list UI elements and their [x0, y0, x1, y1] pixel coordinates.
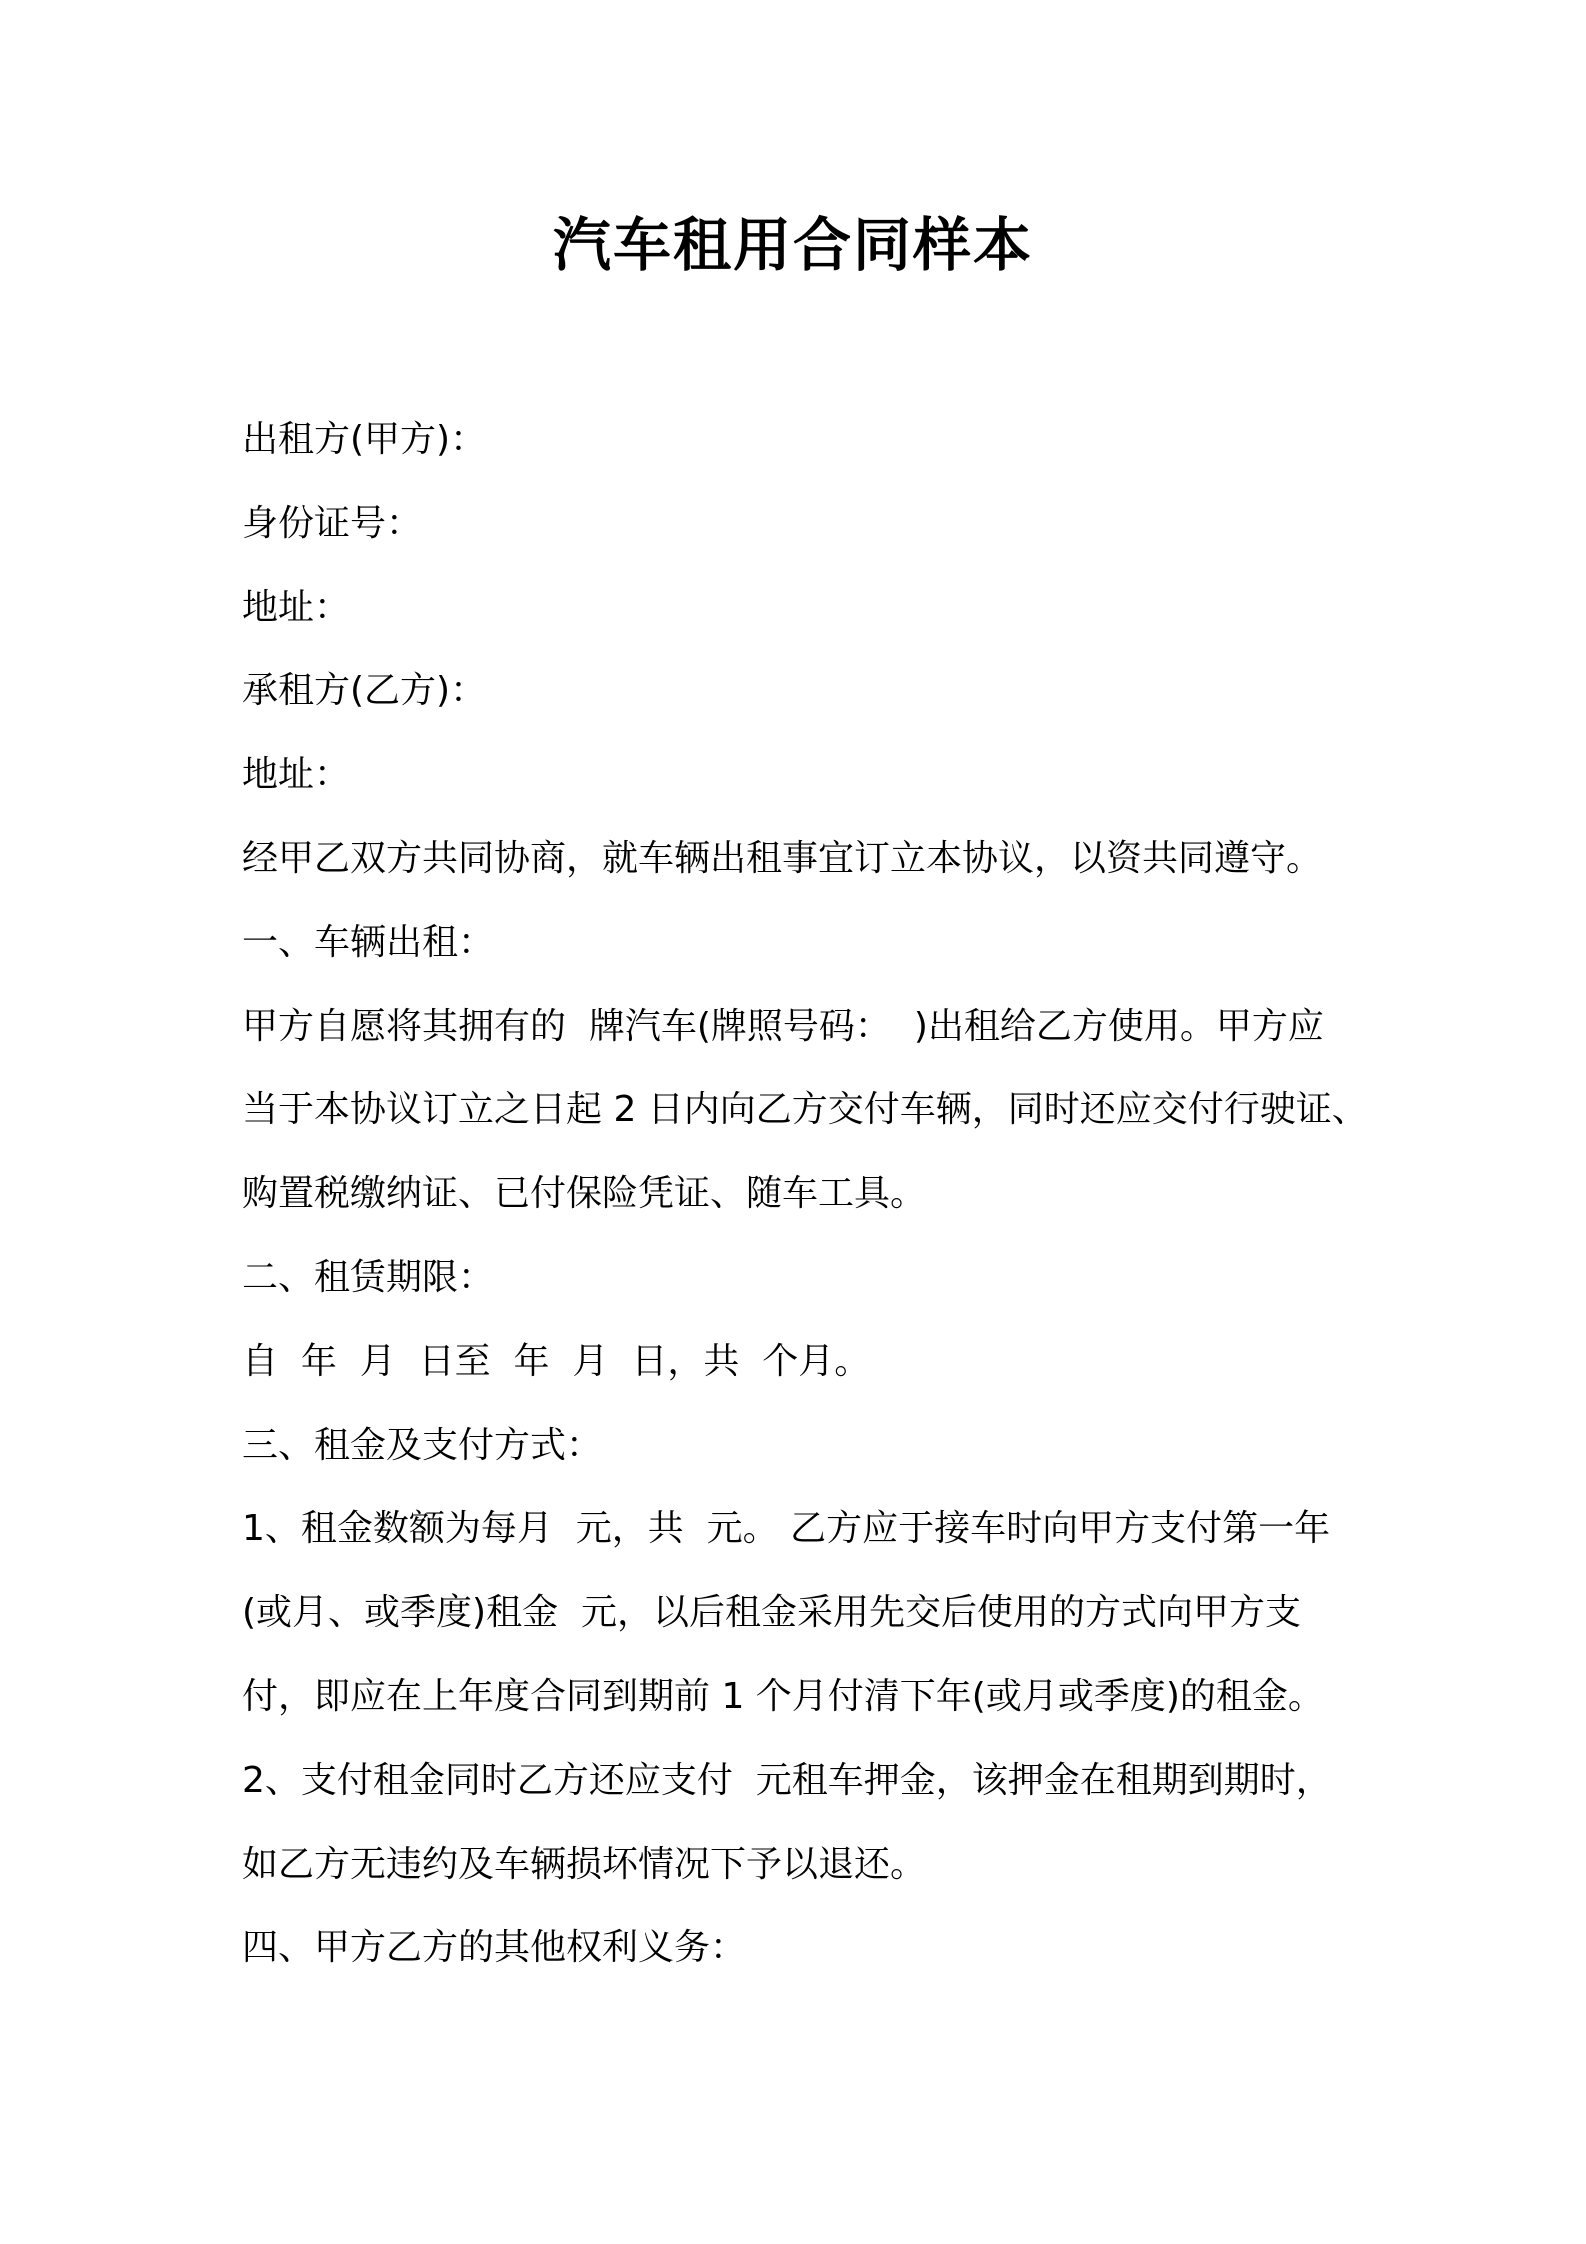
- paragraph-line: 付，即应在上年度合同到期前 1 个月付清下年(或月或季度)的租金。: [242, 1675, 1324, 1717]
- paragraph-line: 甲方自愿将其拥有的 牌汽车(牌照号码： )出租给乙方使用。甲方应: [242, 1005, 1324, 1047]
- section-heading-lease-term: 二、租赁期限：: [242, 1256, 495, 1298]
- section-heading-other-rights: 四、甲方乙方的其他权利义务：: [242, 1927, 747, 1969]
- id-number-label: 身份证号：: [242, 502, 423, 544]
- section-heading-vehicle-rental: 一、车辆出租：: [242, 921, 495, 963]
- section-heading-rent-payment: 三、租金及支付方式：: [242, 1424, 603, 1466]
- lessee-address-label: 地址：: [242, 754, 351, 796]
- paragraph-line: (或月、或季度)租金 元，以后租金采用先交后使用的方式向甲方支: [242, 1592, 1301, 1634]
- lessor-address-label: 地址：: [242, 586, 351, 628]
- document-title: 汽车租用合同样本: [552, 211, 1033, 279]
- lessor-label: 出租方(甲方)：: [242, 419, 487, 460]
- paragraph-line: 购置税缴纳证、已付保险凭证、随车工具。: [242, 1173, 927, 1215]
- document-body: [242, 398, 1382, 1990]
- paragraph-line: 2、支付租金同时乙方还应支付 元租车押金，该押金在租期到期时，: [242, 1759, 1332, 1801]
- paragraph-line: 1、租金数额为每月 元，共 元。 乙方应于接车时向甲方支付第一年: [242, 1508, 1331, 1550]
- paragraph-line: 当于本协议订立之日起 2 日内向乙方交付车辆，同时还应交付行驶证、: [242, 1089, 1368, 1131]
- paragraph-line: 如乙方无违约及车辆损坏情况下予以退还。: [242, 1843, 927, 1885]
- paragraph-line: 自 年 月 日至 年 月 日，共 个月。: [242, 1340, 871, 1382]
- preamble-paragraph: 经甲乙双方共同协商，就车辆出租事宜订立本协议，以资共同遵守。: [242, 837, 1323, 879]
- lessee-label: 承租方(乙方)：: [242, 670, 487, 712]
